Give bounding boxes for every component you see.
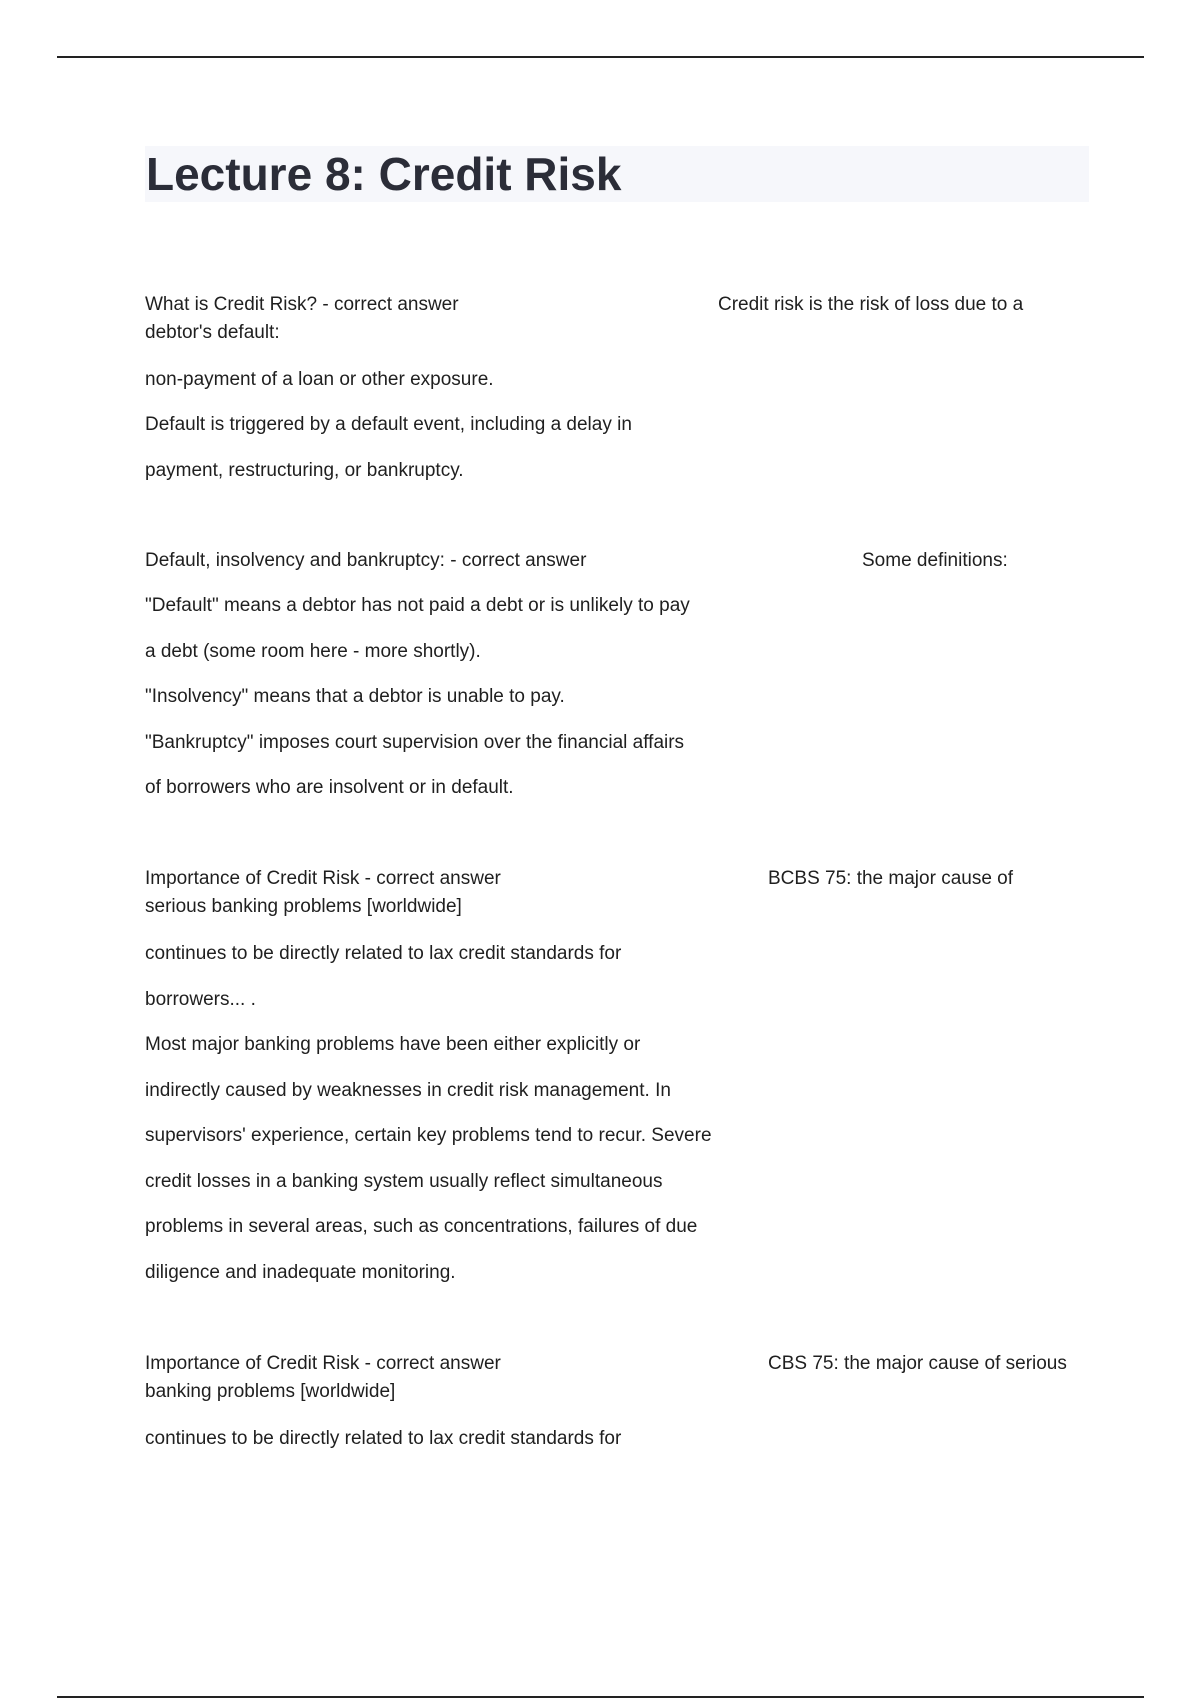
card-answer-line: a debt (some room here - more shortly). [145, 641, 481, 662]
card-answer: Some definitions: [862, 550, 1008, 571]
card-question: Importance of Credit Risk - correct answer banking problems [worldwide] [145, 1353, 501, 1402]
card-answer-line: "Insolvency" means that a debtor is unable to pay. [145, 686, 565, 707]
card-question: Importance of Credit Risk - correct answer serious banking problems [worldwide] [145, 868, 501, 917]
card-answer: CBS 75: the major cause of serious [768, 1353, 1067, 1374]
card-answer-line: payment, restructuring, or bankruptcy. [145, 460, 464, 481]
flashcard [145, 1350, 1090, 1470]
card-answer: BCBS 75: the major cause of [768, 868, 1014, 889]
card-question: What is Credit Risk? - correct answer debtor's default: [145, 294, 459, 343]
card-answer-line: non-payment of a loan or other exposure. [145, 369, 494, 390]
card-answer-line: "Default" means a debtor has not paid a debt or is unlikely to pay [145, 595, 690, 616]
flashcard [145, 547, 1090, 807]
card-answer-line: Most major banking problems have been either explicitly or [145, 1034, 641, 1055]
card-answer-line: "Bankruptcy" imposes court supervision over the financial affairs [145, 732, 685, 753]
card-answer-line: continues to be directly related to lax credit standards for [145, 1428, 622, 1449]
card-answer-line: problems in several areas, such as concentrations, failures of due [145, 1216, 698, 1237]
card-answer-line: credit losses in a banking system usually reflect simultaneous [145, 1171, 663, 1192]
card-answer-line: diligence and inadequate monitoring. [145, 1262, 456, 1283]
bottom-rule [57, 1696, 1144, 1698]
flashcard [145, 865, 1090, 1295]
card-answer-line: Default is triggered by a default event, including a delay in [145, 414, 632, 435]
card-question: Default, insolvency and bankruptcy: - correct answer [145, 550, 587, 571]
card-answer-line: borrowers... . [145, 989, 256, 1010]
card-answer-line: continues to be directly related to lax credit standards for [145, 943, 622, 964]
card-answer-line: indirectly caused by weaknesses in credit risk management. In [145, 1080, 671, 1101]
top-rule [57, 56, 1144, 58]
card-answer-line: supervisors' experience, certain key problems tend to recur. Severe [145, 1125, 712, 1146]
card-answer-line: of borrowers who are insolvent or in default. [145, 777, 514, 798]
card-answer: Credit risk is the risk of loss due to a [718, 294, 1024, 315]
page-title: Lecture 8: Credit Risk [146, 148, 622, 200]
flashcard [145, 291, 1090, 491]
